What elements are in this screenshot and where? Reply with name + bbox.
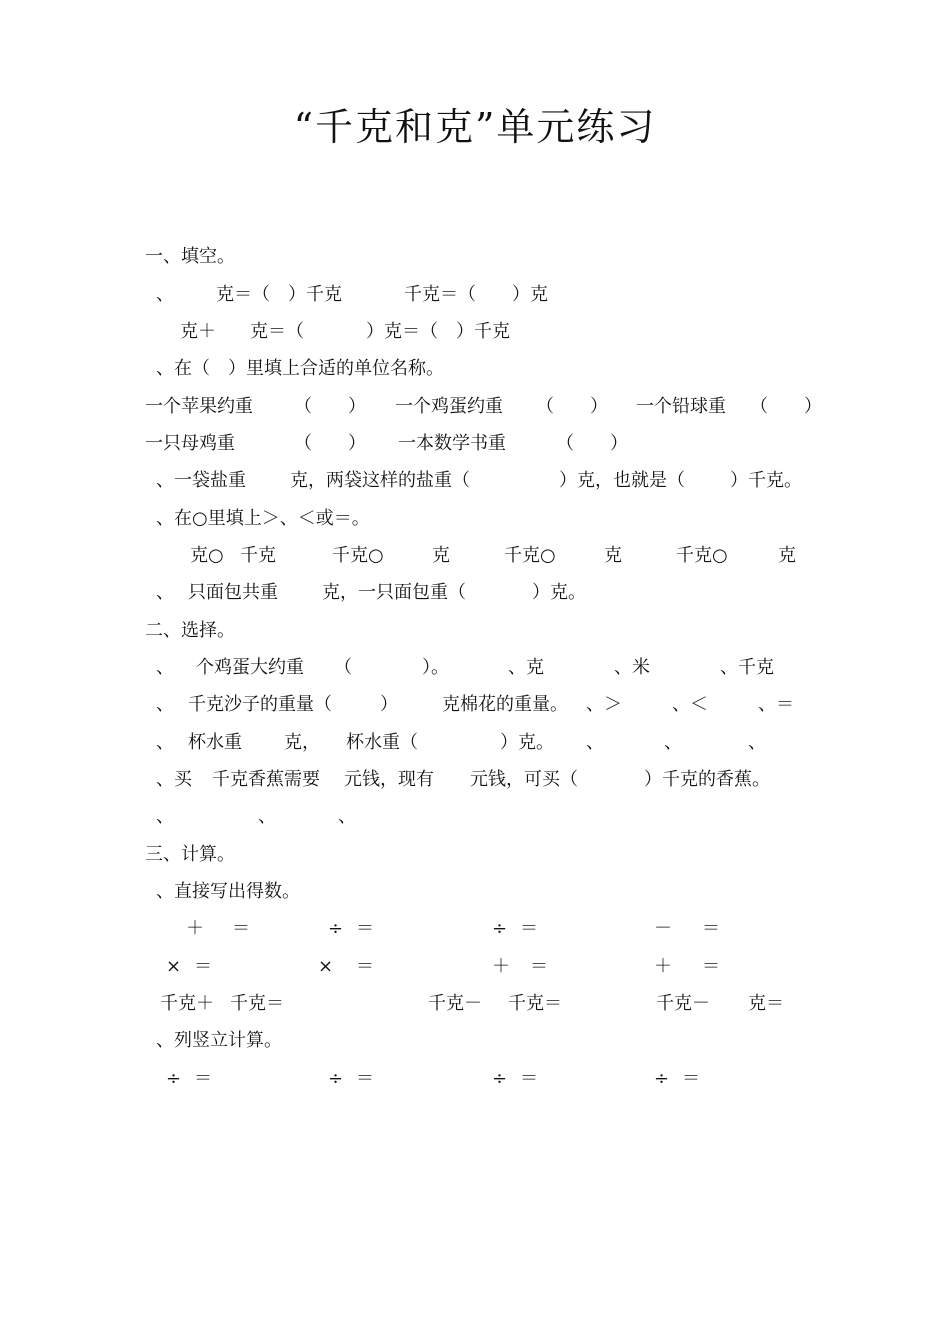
s3-row1 xyxy=(0,914,950,944)
r2-c-op: ＋ xyxy=(492,956,510,977)
s1-q3-a: 、一袋盐重 xyxy=(156,470,246,491)
item-hen: 一只母鸡重 xyxy=(145,433,235,454)
r2-b-op: × xyxy=(318,956,334,977)
r1-b-eq: ＝ xyxy=(356,918,374,939)
s2-q2-a: 、 xyxy=(156,694,174,715)
s2-q2 xyxy=(0,690,950,720)
s1-q5-b: 只面包共重 xyxy=(188,582,278,603)
r2-a-eq: ＝ xyxy=(194,956,212,977)
r1-b-op: ÷ xyxy=(328,918,344,939)
r4-d-op: ÷ xyxy=(654,1068,670,1089)
s2-q4-a: 、买 xyxy=(156,769,192,790)
r4-d-eq: ＝ xyxy=(682,1068,700,1089)
cmp-4b: 克 xyxy=(778,545,796,566)
r2-c-eq: ＝ xyxy=(530,956,548,977)
cmp-3a: 千克○ xyxy=(504,545,556,566)
s1-q3-d: ）千克。 xyxy=(730,470,802,491)
s2-q4-opts xyxy=(0,802,950,832)
s3-row2 xyxy=(0,952,950,982)
s1-q1-label: 、 xyxy=(156,284,174,305)
r3-c-1: 千克－ xyxy=(656,993,710,1014)
r1-a-op: ＋ xyxy=(186,918,204,939)
s3-row4 xyxy=(0,1064,950,1094)
r1-a-eq: ＝ xyxy=(232,918,250,939)
s2-q3-opt2: 、 xyxy=(664,732,682,753)
r1-c-op: ÷ xyxy=(492,918,508,939)
s2-q3-e: ）克。 xyxy=(500,732,554,753)
s1-q1-b: 千克＝（ ）克 xyxy=(404,284,548,305)
item-egg: 一个鸡蛋约重 xyxy=(395,396,503,417)
r3-a-1: 千克＋ xyxy=(160,993,214,1014)
r1-d-eq: ＝ xyxy=(702,918,720,939)
s2-q3-c: 克， xyxy=(284,732,320,753)
s2-q3-b: 杯水重 xyxy=(188,732,242,753)
s1-q1b-a: 克＋ xyxy=(180,321,216,342)
s3-q1 xyxy=(0,877,950,907)
s2-q4-b: 千克香蕉需要 xyxy=(212,769,320,790)
s1-q3 xyxy=(0,466,950,496)
s2-q4-c: 元钱，现有 xyxy=(344,769,434,790)
s2-q4-d: 元钱，可买（ xyxy=(470,769,578,790)
s2-q2-d: 克棉花的重量。 xyxy=(442,694,568,715)
blank-hen: （ ） xyxy=(294,433,366,454)
s2-q2-c: ） xyxy=(380,694,398,715)
s2-q1-opt2: 、米 xyxy=(614,657,650,678)
blank-apple: （ ） xyxy=(294,396,366,417)
page-title: “千克和克”单元练习 xyxy=(293,105,657,149)
s2-q1-a: 、 xyxy=(156,657,174,678)
cmp-3b: 克 xyxy=(604,545,622,566)
r2-d-op: ＋ xyxy=(654,956,672,977)
blank-shotput: （ ） xyxy=(750,396,822,417)
s2-q4-opt2: 、 xyxy=(258,806,276,827)
s2-q3 xyxy=(0,728,950,758)
cmp-1b: 千克 xyxy=(240,545,276,566)
r1-c-eq: ＝ xyxy=(520,918,538,939)
s2-q1-d: ）。 xyxy=(422,657,449,678)
s1-q1 xyxy=(0,280,950,310)
r2-a-op: × xyxy=(166,956,182,977)
s1-q5-c: 克，一只面包重（ xyxy=(322,582,466,603)
r4-c-op: ÷ xyxy=(492,1068,508,1089)
blank-egg: （ ） xyxy=(536,396,608,417)
cmp-2b: 克 xyxy=(432,545,450,566)
s1-q2-items2 xyxy=(0,429,950,459)
item-apple: 一个苹果约重 xyxy=(145,396,253,417)
s3-row3 xyxy=(0,989,950,1019)
s1-q4-text: 、在○里填上＞、＜或＝。 xyxy=(156,508,370,529)
section3-heading: 三、计算。 xyxy=(145,844,235,865)
r4-a-eq: ＝ xyxy=(194,1068,212,1089)
s2-q1-opt1: 、克 xyxy=(508,657,544,678)
s2-q2-opt3: 、＝ xyxy=(758,694,794,715)
s2-q1 xyxy=(0,653,950,683)
s3-q2 xyxy=(0,1026,950,1056)
r3-c-2: 克＝ xyxy=(748,993,784,1014)
s2-q2-opt2: 、＜ xyxy=(672,694,708,715)
s2-q2-b: 千克沙子的重量（ xyxy=(188,694,332,715)
s1-q2-items1 xyxy=(0,392,950,422)
blank-mathbook: （ ） xyxy=(556,433,628,454)
r3-a-2: 千克＝ xyxy=(230,993,284,1014)
r3-b-2: 千克＝ xyxy=(508,993,562,1014)
s1-q2 xyxy=(0,354,950,384)
s2-q4-e: ）千克的香蕉。 xyxy=(644,769,770,790)
section3-heading-line xyxy=(0,840,950,870)
item-shotput: 一个铅球重 xyxy=(636,396,726,417)
r2-b-eq: ＝ xyxy=(356,956,374,977)
s2-q3-a: 、 xyxy=(156,732,174,753)
item-mathbook: 一本数学书重 xyxy=(398,433,506,454)
s2-q3-opt1: 、 xyxy=(586,732,604,753)
s2-q4 xyxy=(0,765,950,795)
s1-q3-b: 克，两袋这样的盐重（ xyxy=(290,470,470,491)
s2-q4-opt3: 、 xyxy=(338,806,356,827)
s1-q3-c: ）克，也就是（ xyxy=(559,470,685,491)
s2-q1-opt3: 、千克 xyxy=(720,657,774,678)
r4-c-eq: ＝ xyxy=(520,1068,538,1089)
cmp-4a: 千克○ xyxy=(676,545,728,566)
s2-q2-opt1: 、＞ xyxy=(586,694,622,715)
r4-b-op: ÷ xyxy=(328,1068,344,1089)
section1-heading: 一、填空。 xyxy=(145,246,235,267)
s1-q4 xyxy=(0,504,950,534)
s2-q1-c: （ xyxy=(334,657,352,678)
cmp-1a: 克○ xyxy=(190,545,224,566)
section2-heading: 二、选择。 xyxy=(145,620,235,641)
r1-d-op: － xyxy=(654,918,672,939)
s3-q1-text: 、直接写出得数。 xyxy=(156,881,300,902)
s1-q2-text: 、在（ ）里填上合适的单位名称。 xyxy=(156,358,444,379)
r4-a-op: ÷ xyxy=(166,1068,182,1089)
s2-q4-opt1: 、 xyxy=(156,806,174,827)
s2-q1-b: 个鸡蛋大约重 xyxy=(196,657,304,678)
s1-q1b xyxy=(0,317,950,347)
s1-q1b-b: 克＝（ xyxy=(250,321,304,342)
s3-q2-text: 、列竖立计算。 xyxy=(156,1030,282,1051)
s1-q1-a: 克＝（ ）千克 xyxy=(216,284,342,305)
s1-q5 xyxy=(0,578,950,608)
r4-b-eq: ＝ xyxy=(356,1068,374,1089)
section2-heading-line xyxy=(0,616,950,646)
cmp-2a: 千克○ xyxy=(332,545,384,566)
s2-q3-opt3: 、 xyxy=(748,732,766,753)
section1-heading-line xyxy=(0,242,950,272)
r3-b-1: 千克－ xyxy=(428,993,482,1014)
s1-q1b-c: ）克＝（ ）千克 xyxy=(366,321,510,342)
s2-q3-d: 杯水重（ xyxy=(346,732,418,753)
s1-q4-items xyxy=(0,541,950,571)
s1-q5-d: ）克。 xyxy=(532,582,586,603)
s1-q5-a: 、 xyxy=(156,582,174,603)
r2-d-eq: ＝ xyxy=(702,956,720,977)
